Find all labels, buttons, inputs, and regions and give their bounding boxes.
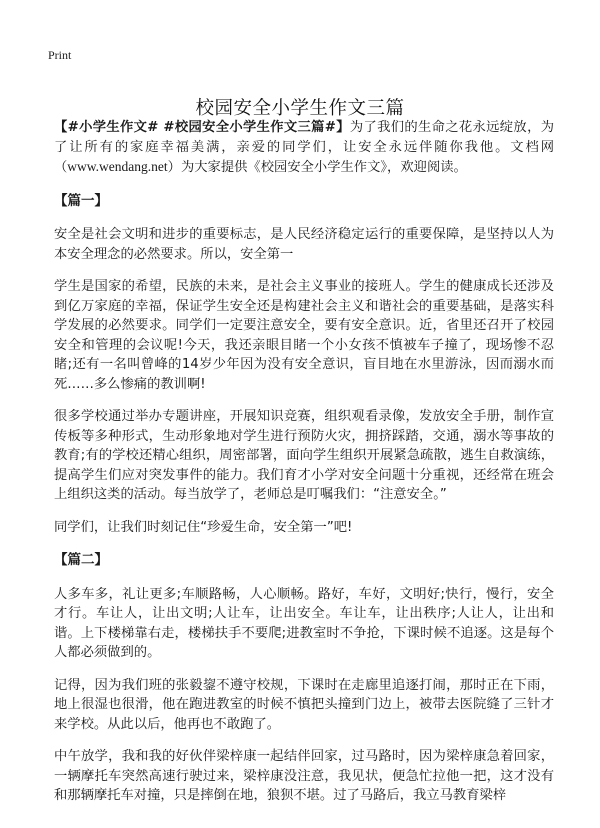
intro-text-end: ）为大家提供《校园安全小学生作文》，欢迎阅读。	[167, 160, 467, 175]
paragraph: 学生是国家的希望，民族的未来，是社会主义事业的接班人。学生的健康成长还涉及到亿万家庭的幸福，保证学生安全还是构建社会主义和谐社会的重要基础，是落实科学发展的必然要求。同学们一定要注意安全，要有安全意识。近，省里还召开了校园安全和管理的会议呢!今天，我还亲眼目睹一个小女孩不慎被车子撞了，现场惨不忍睹;还有一名叫曾峰的14岁少年因为没有安全意识，盲目地在水里游泳，因而溺水而死……多么惨痛的教训啊!	[54, 279, 554, 392]
paragraph: 同学们，让我们时刻记住“珍爱生命，安全第一”吧!	[54, 519, 353, 535]
paragraph: 记得，因为我们班的张毅鋆不遵守校规，下课时在走廊里追逐打闹，那时正在下雨，地上很湿也很滑，他在跑进教室的时候不慎把头撞到门边上，被带去医院缝了三针才来学校。从此以后，他再也不敢跑了。	[54, 677, 554, 732]
source-url-link[interactable]: www.wendang.net	[67, 159, 168, 174]
print-label: Print	[48, 48, 72, 62]
paragraph: 很多学校通过举办专题讲座，开展知识竞赛，组织观看录像，发放安全手册，制作宣传板等多种形式，生动形象地对学生进行预防火灾，拥挤踩踏，交通，溺水等事故的教育;有的学校还精心组织，周密部署，面向学生组织开展紧急疏散，逃生自救演练，提高学生们应对突发事件的能力。我们育才小学对安全问题十分重视，还经常在班会上组织这类的活动。每当放学了，老师总是叮嘱我们：“注意安全。”	[54, 409, 554, 502]
section-heading-2: 【篇二】	[54, 552, 108, 568]
paragraph: 安全是社会文明和进步的重要标志，是人民经济稳定运行的重要保障，是坚持以人为本安全理念的必然要求。所以，安全第一	[54, 227, 554, 262]
section-heading-1: 【篇一】	[54, 192, 108, 209]
paragraph: 人多车多，礼让更多;车顺路畅，人心顺畅。路好，车好，文明好;快行，慢行，安全才行。车让人，让出文明;人让车，让出安全。车让车，让出秩序;人让人，让出和谐。上下楼梯靠右走，楼梯扶手不要爬;进教室时不争抢，下课时候不追逐。这是每个人都必须做到的。	[54, 586, 554, 660]
document-body	[54, 118, 554, 819]
intro-text: 为了我们的生命之花永远绽放，为了让所有的家庭幸福美满，亲爱的同学们，让安全永远伴随你我他。文档网（	[54, 120, 554, 175]
paragraph: 中午放学，我和我的好伙伴梁梓康一起结伴回家，过马路时，因为梁梓康急着回家，一辆摩托车突然高速行驶过来，梁梓康没注意，我见状，便急忙拉他一把，这才没有和那辆摩托车对撞，只是摔倒在地，狼狈不堪。过了马路后，我立马教育梁梓	[54, 749, 554, 803]
document-title: 校园安全小学生作文三篇	[195, 98, 405, 120]
intro-tag: 【#小学生作文# #校园安全小学生作文三篇#】	[54, 120, 350, 135]
intro-paragraph	[54, 118, 554, 178]
